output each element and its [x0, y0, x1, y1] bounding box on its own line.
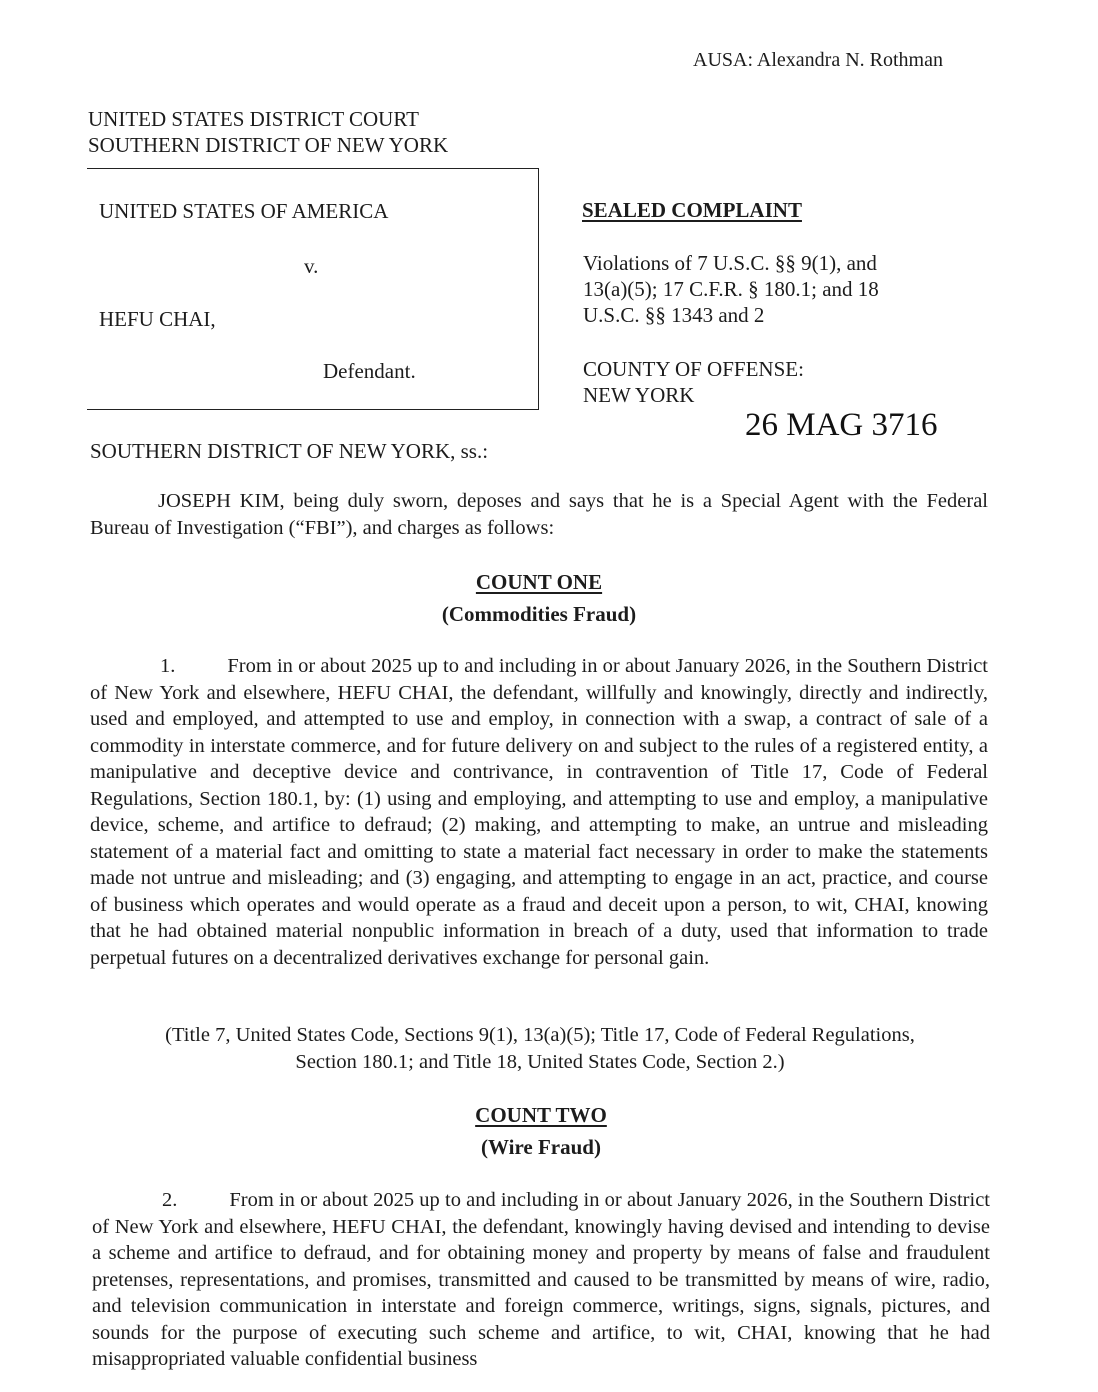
- count-two-subheading: (Wire Fraud): [481, 1135, 601, 1159]
- county-value: NEW YORK: [583, 383, 695, 407]
- complaint-title: SEALED COMPLAINT: [582, 198, 802, 222]
- count-one-citation-line-2: Section 180.1; and Title 18, United States Code, Section 2.): [295, 1051, 785, 1073]
- venue-line: SOUTHERN DISTRICT OF NEW YORK, ss.:: [90, 439, 489, 463]
- count-two-text: From in or about 2025 up to and including in or about January 2026, in the Southern District of New York and elsewhere, HEFU CHAI, the defendant, knowingly having devised and intending to devise a scheme and artifice to defraud, and for obtaining money and property by means of false and fraudulent pretenses, representations, and promises, transmitted and caused to be transmitted by means of wire, radio, and television communication in interstate and foreign commerce, writings, signs, signals, pictures, and sounds for the purpose of executing such scheme and artifice, to wit, CHAI, knowing that he had misappropriated valuable confidential business: [92, 1189, 990, 1370]
- violations-line-2: 13(a)(5); 17 C.F.R. § 180.1; and 18: [583, 277, 879, 301]
- count-one-citation-line-1: (Title 7, United States Code, Sections 9(1), 13(a)(5); Title 17, Code of Federal Regulations,: [165, 1024, 915, 1046]
- count-two-heading: COUNT TWO: [475, 1103, 607, 1127]
- violations-line-3: U.S.C. §§ 1343 and 2: [583, 303, 765, 327]
- versus: v.: [304, 254, 319, 278]
- count-one-subheading: (Commodities Fraud): [441, 602, 637, 626]
- court-name: UNITED STATES DISTRICT COURT: [88, 107, 419, 131]
- violations-line-1: Violations of 7 U.S.C. §§ 9(1), and: [583, 251, 877, 275]
- plaintiff-name: UNITED STATES OF AMERICA: [99, 199, 389, 223]
- defendant-name: HEFU CHAI,: [99, 307, 216, 331]
- count-one-heading: COUNT ONE: [475, 570, 603, 594]
- count-one-text: From in or about 2025 up to and including in or about January 2026, in the Southern District of New York and elsewhere, HEFU CHAI, the defendant, willfully and knowingly, directly and indirectly, used and employed, and attempted to use and employ, in connection with a swap, a contract of sale of a commodity in interstate commerce, and for future delivery on and subject to the rules of a registered entity, a manipulative and deceptive device and contrivance, in contravention of Title 17, Code of Federal Regulations, Section 180.1, by: (1) using and employing, and attempting to use and employ, a manipulative device, scheme, and artifice to defraud; (2) making, and attempting to make, an untrue and misleading statement of a material fact and omitting to state a material fact necessary in order to make the statements made not untrue and misleading; and (3) engaging, and attempting to engage in an act, practice, and course of business which operates and would operate as a fraud and deceit upon a person, to wit, CHAI, knowing that he had obtained material nonpublic information in breach of a duty, used that information to trade perpetual futures on a decentralized derivatives exchange for personal gain.: [90, 655, 988, 969]
- defendant-label: Defendant.: [323, 359, 416, 383]
- paragraph-number: 2.: [162, 1189, 178, 1211]
- intro-text: JOSEPH KIM, being duly sworn, deposes and says that he is a Special Agent with the Federal Bureau of Investigation (“FBI”), and charges as follows:: [90, 490, 988, 539]
- county-label: COUNTY OF OFFENSE:: [583, 357, 804, 381]
- ausa-line: AUSA: Alexandra N. Rothman: [693, 49, 943, 71]
- magistrate-number-stamp: 26 MAG 3716: [745, 407, 938, 443]
- count-two-paragraph: [92, 1187, 990, 1373]
- court-district: SOUTHERN DISTRICT OF NEW YORK: [88, 133, 449, 157]
- paragraph-number: 1.: [160, 655, 176, 677]
- count-one-paragraph: [90, 653, 988, 971]
- intro-paragraph: [90, 488, 988, 541]
